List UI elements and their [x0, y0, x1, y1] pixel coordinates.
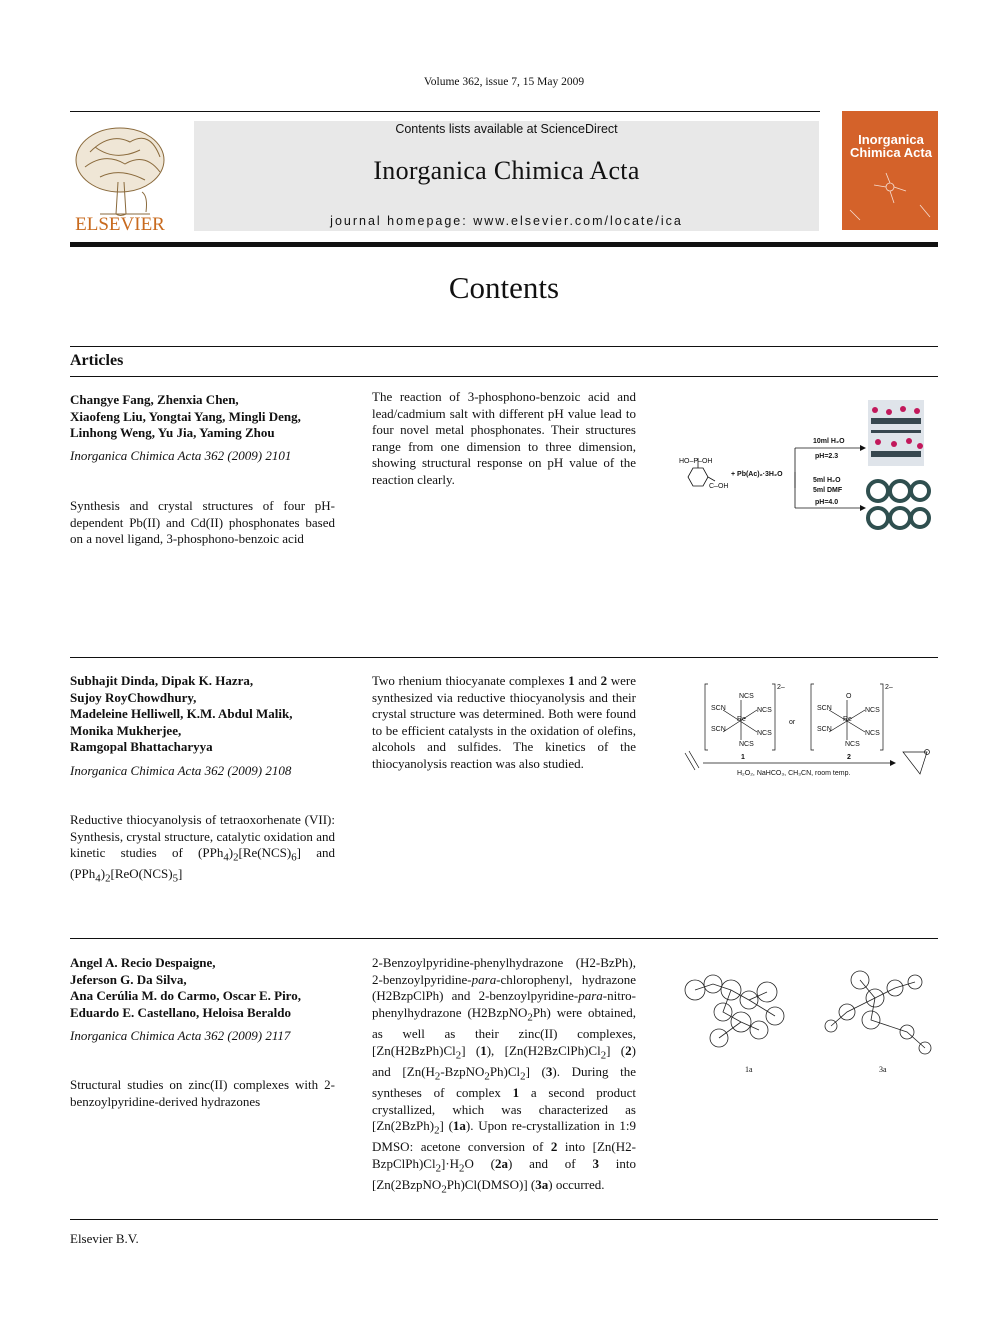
ligand-label: NCS	[757, 707, 772, 714]
benzene-ring-icon	[688, 468, 708, 486]
metal-label: Re	[737, 716, 746, 723]
author-line: Changye Fang, Zhenxia Chen,	[70, 392, 239, 407]
metal-label: Re	[843, 716, 852, 723]
journal-name: Inorganica Chimica Acta	[373, 156, 640, 185]
article-3-graphical-abstract	[675, 960, 940, 1080]
article-3-abstract: 2-Benzoylpyridine-phenylhydrazone (H2-BzPh), 2-benzoylpyridine-para-chlorophenyl, hydrazone (H2BzpClPh) and 2-benzoylpyridine-para-nitro-phenylhydrazone (H2BzpNO$_2$Ph) were obtained, as well as their zinc(II) complexes, $[Zn(H2BzPh)Cl_2]$ (1), $[Zn(H2BzClPh)Cl_2]$ (2) and $[Zn(H_2-BzpNO_2Ph)Cl_2]$ (3). During the syntheses of complex 1 a second product crystallized, which was characterized as $[Zn(2BzPh)_2]$ (1a). Upon re-crystallization in 1:9 DMSO: acetone conversion of 2 into $[Zn(H2-BzpClPh)Cl_2]\cdot H_2O$ (2a) and of 3 into [Zn(2BzpNO$_2$Ph)Cl(DMSO)] (3a) occurred.	[372, 955, 636, 1196]
article-2-abstract: Two rhenium thiocyanate complexes 1 and 2 were synthesized via reductive thiocyanolysis and their crystal structure was determined. Both were found to be efficient catalysts in the oxidation of olefins, alcohols and sulfides. The kinetics of the thiocyanolysis reaction was also studied.	[372, 673, 636, 771]
ligand-label: NCS	[739, 741, 754, 748]
crystal-structure-1d-image	[868, 400, 924, 466]
author-line: Linhong Weng, Yu Jia, Yaming Zhou	[70, 425, 275, 440]
article-1-abstract: The reaction of 3-phosphono-benzoic acid and lead/cadmium salt with different pH value lead to four novel metal phosphonates. Their structures range from one dimension to three dimension, showing structural response on pH value of the reaction clearly.	[372, 389, 636, 487]
page-title: Contents	[448, 270, 560, 305]
header-top-rule	[70, 111, 820, 112]
ligand-label: NCS	[865, 730, 880, 737]
article-divider	[70, 938, 938, 939]
ortep-structure-1a-image	[685, 975, 784, 1047]
ligand-label: SCN	[711, 705, 726, 712]
volume-info: Volume 362, issue 7, 15 May 2009	[423, 76, 585, 88]
ligand-label: NCS	[739, 693, 754, 700]
article-3-authors	[70, 955, 335, 1021]
elsevier-tree-icon	[70, 122, 170, 232]
author-line: Ramgopal Bhattacharyya	[70, 739, 213, 754]
journal-homepage-link[interactable]: journal homepage: www.elsevier.com/locate/ica	[330, 214, 683, 228]
condition-1b: pH=2.3	[815, 453, 839, 460]
complex-2-charge: 2–	[885, 684, 893, 691]
ligand-label: SCN	[711, 726, 726, 733]
ortep-structure-3a-image	[825, 971, 931, 1054]
article-2-title[interactable]: Reductive thiocyanolysis of tetraoxorhenate (VII): Synthesis, crystal structure, catalytic oxidation and kinetic studies of $(PPh_4)_2[Re(NCS)_6]$ and $(PPh_4)_2[ReO(NCS)_5]$	[70, 812, 335, 885]
ligand-label: SCN	[817, 726, 832, 733]
condition-2c: pH=4.0	[815, 499, 839, 506]
ligand-label: SCN	[817, 705, 832, 712]
author-line: Monika Mukherjee,	[70, 722, 182, 738]
author-line: Subhajit Dinda, Dipak K. Hazra,	[70, 673, 254, 688]
elsevier-logo[interactable]	[70, 122, 170, 232]
ligand-label: NCS	[845, 741, 860, 748]
author-line: Ana Cerúlia M. do Carmo, Oscar E. Piro,	[70, 988, 301, 1003]
author-line: Sujoy RoyChowdhury,	[70, 689, 197, 705]
article-2-graphical-abstract	[675, 680, 940, 780]
elsevier-wordmark: ELSEVIER	[75, 214, 165, 232]
article-1-citation[interactable]: Inorganica Chimica Acta 362 (2009) 2101	[70, 448, 292, 463]
footer-rule	[70, 1219, 938, 1220]
ligand-carboxyl-label: C–OH	[709, 483, 729, 490]
section-heading: Articles	[70, 352, 124, 369]
reaction-conditions: H₂O₂, NaHCO₃, CH₃CN, room temp.	[737, 770, 851, 777]
article-divider	[70, 657, 938, 658]
article-2-authors	[70, 673, 335, 756]
author-line: Madeleine Helliwell, K.M. Abdul Malik,	[70, 706, 293, 721]
epoxide-icon	[903, 752, 927, 774]
complex-1-number: 1	[741, 754, 745, 761]
sciencedirect-availability[interactable]: Contents lists available at ScienceDirect	[395, 122, 618, 136]
author-line: Xiaofeng Liu, Yongtai Yang, Mingli Deng,	[70, 408, 301, 424]
cover-title	[846, 133, 936, 159]
cover-title-line-2: Chimica Acta	[850, 145, 932, 160]
article-2-citation[interactable]: Inorganica Chimica Acta 362 (2009) 2108	[70, 763, 292, 778]
condition-1a: 10ml H₂O	[813, 438, 845, 445]
article-1-authors	[70, 392, 335, 442]
cover-molecule-icon	[842, 165, 938, 230]
author-line: Eduardo E. Castellano, Heloisa Beraldo	[70, 1004, 292, 1020]
article-1-title[interactable]: Synthesis and crystal structures of four pH-dependent Pb(II) and Cd(II) phosphonates based on a novel ligand, 3-phosphono-benzoic acid	[70, 498, 335, 546]
article-3-citation[interactable]: Inorganica Chimica Acta 362 (2009) 2117	[70, 1028, 291, 1043]
cover-title-line-1: Inorganica	[858, 132, 924, 147]
section-rule-top	[70, 346, 938, 347]
complex-2-number: 2	[847, 754, 851, 761]
article-1-graphical-abstract	[675, 396, 940, 536]
crystal-structure-3d-image	[868, 481, 929, 528]
condition-2b: 5ml DMF	[813, 487, 843, 494]
reagent-label: + Pb(Ac)₂·3H₂O	[731, 471, 783, 478]
author-line: Angel A. Recio Despaigne,	[70, 955, 216, 970]
ligand-label: NCS	[865, 707, 880, 714]
condition-2a: 5ml H₂O	[813, 477, 841, 484]
olefin-icon	[685, 751, 699, 770]
or-label: or	[789, 719, 796, 726]
ligand-label: NCS	[757, 730, 772, 737]
author-line: Jeferson G. Da Silva,	[70, 971, 187, 987]
footer-publisher: Elsevier B.V.	[70, 1231, 139, 1246]
oxo-label: O	[846, 693, 852, 700]
section-rule-bottom	[70, 376, 938, 377]
header-bottom-rule	[70, 242, 938, 247]
ligand-phosphono-label: HO–P–OH	[679, 458, 713, 465]
structure-1a-label: 1a	[745, 1065, 753, 1074]
complex-1-charge: 2–	[777, 684, 785, 691]
structure-3a-label: 3a	[879, 1065, 887, 1074]
article-3-title[interactable]: Structural studies on zinc(II) complexes with 2-benzoylpyridine-derived hydrazones	[70, 1077, 335, 1109]
